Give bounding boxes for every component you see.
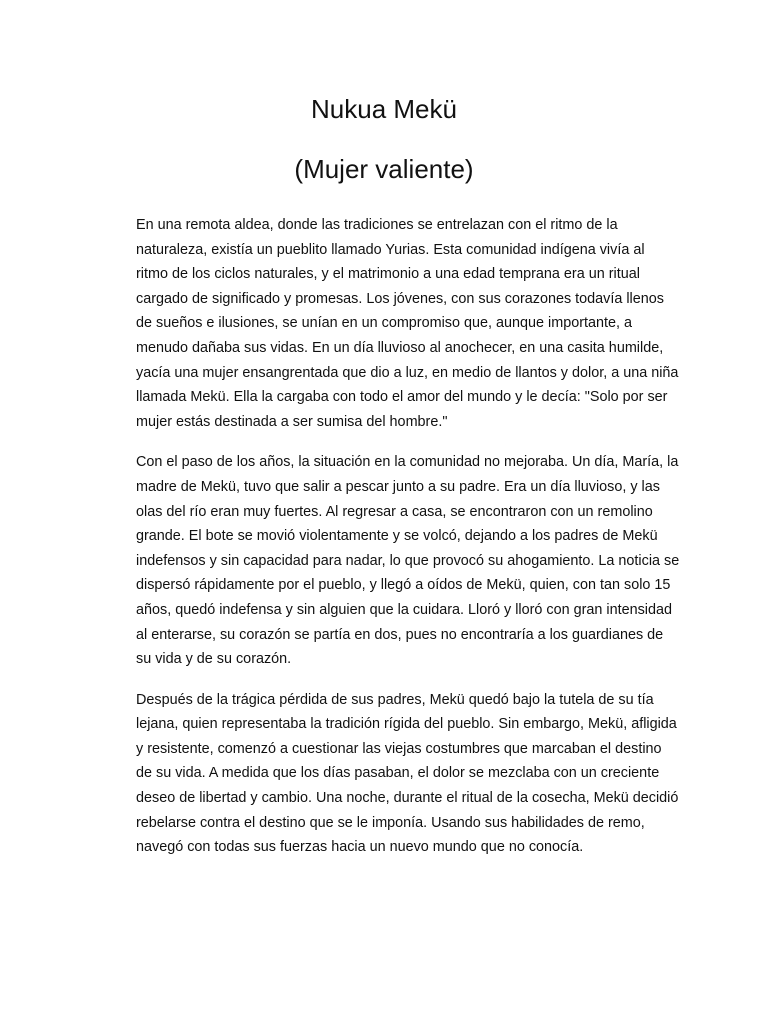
paragraph-3: Después de la trágica pérdida de sus padres, Mekü quedó bajo la tutela de su tía lejana, quien representaba la tradición rígida del pueblo. Sin embargo, Mekü, afligida y resistente, comenzó a cuestionar las viejas costumbres que marcaban el destino de su vida. A medida que los días pasaban, el dolor se mezclaba con un creciente deseo de libertad y cambio. Una noche, durante el ritual de la cosecha, Mekü decidió rebelarse contra el destino que se le imponía. Usando sus habilidades de remo, navegó con todas sus fuerzas hacia un nuevo mundo que no conocía. — [136, 691, 679, 856]
document-subtitle: (Mujer valiente) — [294, 154, 474, 184]
paragraph-1: En una remota aldea, donde las tradiciones se entrelazan con el ritmo de la naturaleza, existía un pueblito llamado Yurias. Esta comunidad indígena vivía al ritmo de los ciclos naturales, y el matrimonio a una edad temprana era un ritual cargado de significado y promesas. Los jóvenes, con sus corazones todavía llenos de sueños e ilusiones, se unían en un compromiso que, aunque importante, a menudo dañaba sus vidas. En un día lluvioso al anochecer, en una casita humilde, yacía una mujer ensangrentada que dio a luz, en medio de llantos y dolor, a una niña llamada Mekü. Ella la cargaba con todo el amor del mundo y le decía: "Solo por ser mujer estás destinada a ser sumisa del hombre." — [136, 217, 679, 430]
paragraph-2: Con el paso de los años, la situación en la comunidad no mejoraba. Un día, María, la madre de Mekü, tuvo que salir a pescar junto a su padre. Era un día lluvioso, y las olas del río eran muy fuertes. Al regresar a casa, se encontraron con un remolino grande. El bote se movió violentamente y se volcó, dejando a los padres de Mekü indefensos y sin capacidad para nadar, lo que provocó su ahogamiento. La noticia se dispersó rápidamente por el pueblo, y llegó a oídos de Mekü, quien, con tan solo 15 años, quedó indefensa y sin alguien que la cuidara. Lloró y lloró con gran intensidad al enterarse, su corazón se partía en dos, pues no encontraría a los guardianes de su vida y de su corazón. — [136, 454, 680, 668]
document-title: Nukua Mekü — [311, 94, 457, 124]
document-body — [136, 213, 680, 876]
